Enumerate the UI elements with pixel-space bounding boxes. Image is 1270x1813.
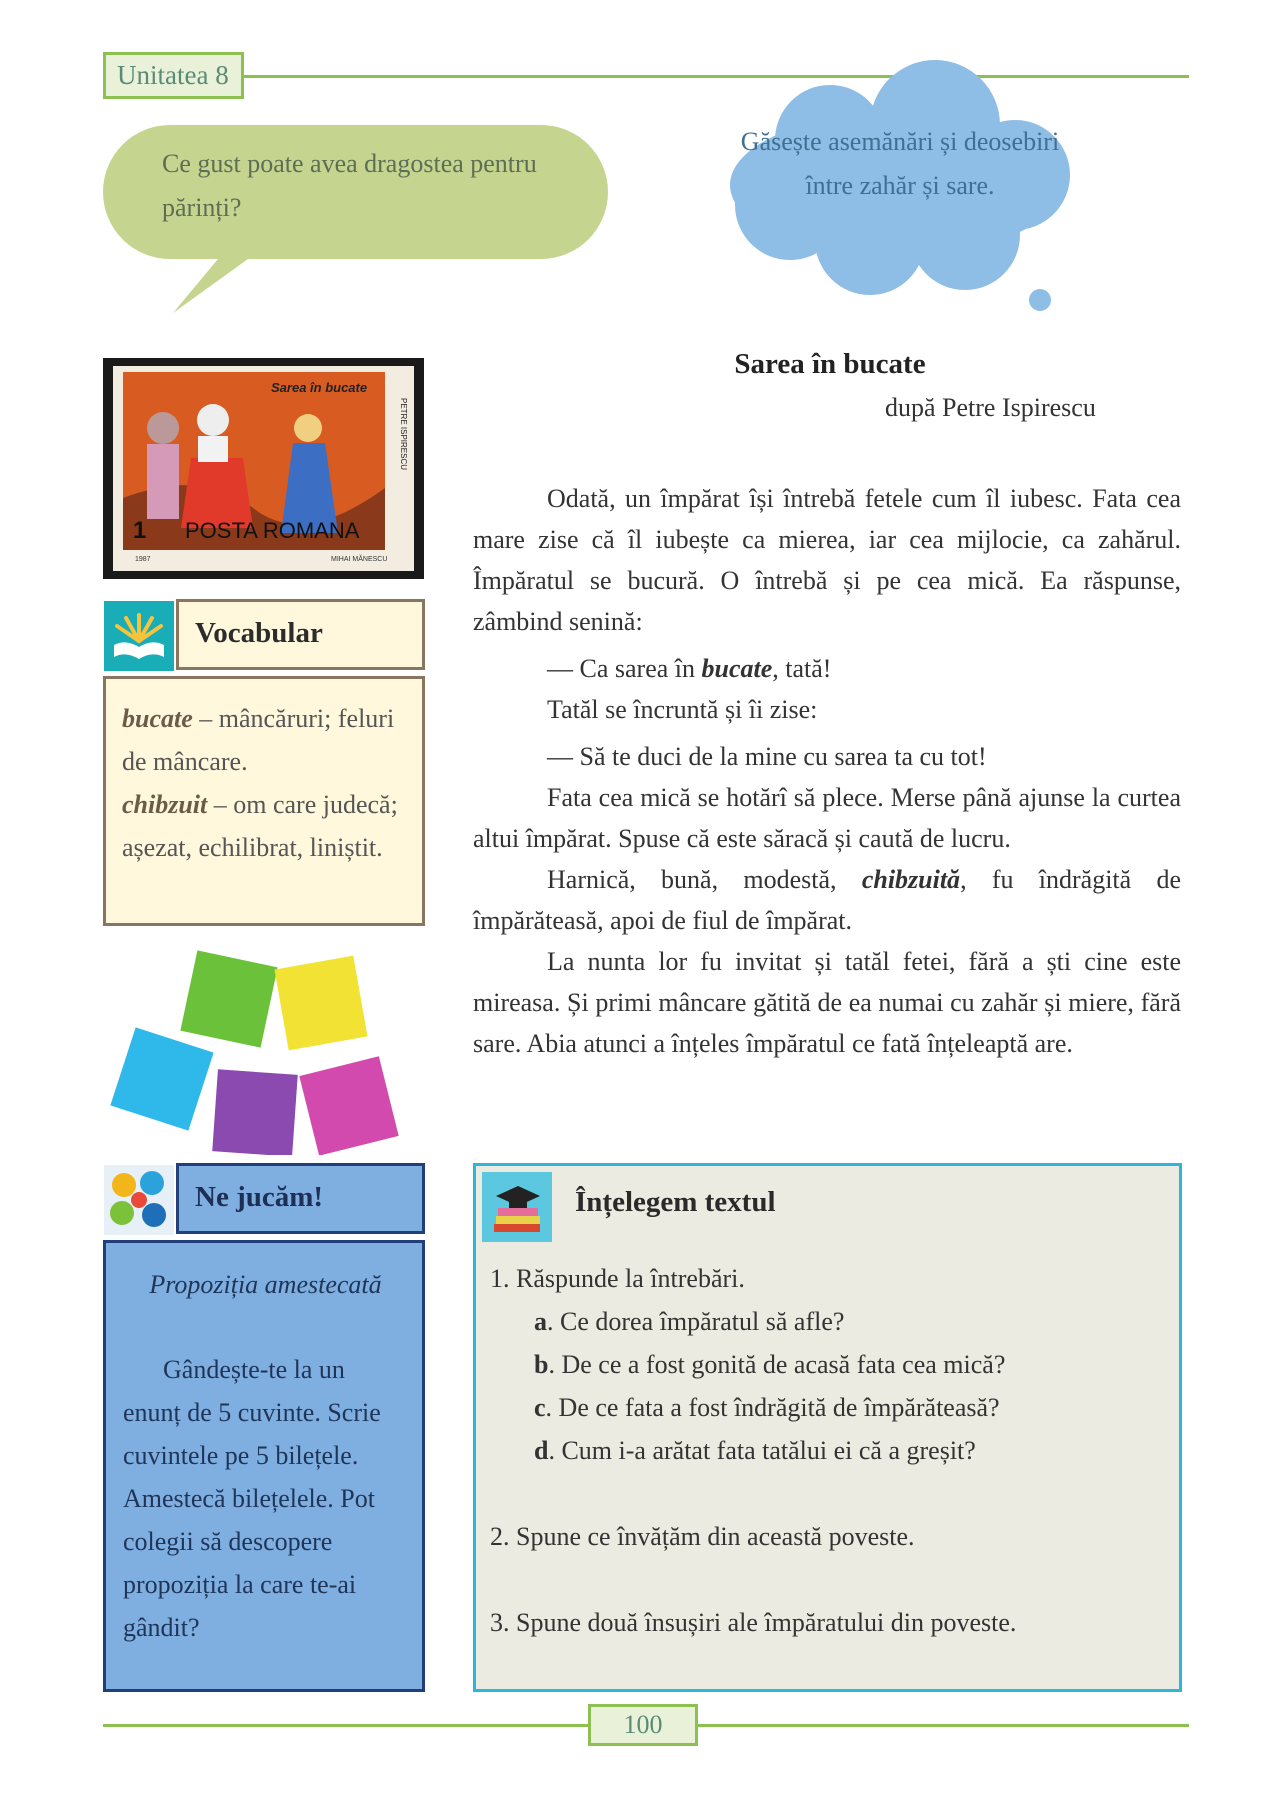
story-dialogue: — Ca sarea în bucate, tată! xyxy=(547,654,832,683)
story-paragraph: La nunta lor fu invitat și tatăl fetei, fără a ști cine este mireasa. Și primi mâncare gătită de ea numai cu zahăr și miere, fără sare. Abia atunci a înțeles împăratul ce fată înțeleaptă are. xyxy=(473,947,1181,1058)
open-book-icon xyxy=(104,601,174,671)
sub-question: c. De ce fata a fost îndrăgită de împărăteasă? xyxy=(534,1393,1000,1422)
speech-bubble-text: Ce gust poate avea dragostea pentru părinți? xyxy=(162,149,537,222)
vocabulary-entry: bucate – mâncăruri; feluri de mâncare. xyxy=(122,704,395,776)
story-author: după Petre Ispirescu xyxy=(885,393,1096,422)
stamp-country: POSTA ROMANA xyxy=(185,518,360,543)
sticky-notes-image xyxy=(103,940,425,1155)
question-1: 1. Răspunde la întrebări. xyxy=(490,1264,745,1293)
sub-question: a. Ce dorea împăratul să afle? xyxy=(534,1307,845,1336)
postage-stamp-image xyxy=(103,358,424,579)
stamp-year: 1987 xyxy=(135,556,151,563)
stamp-author: PETRE ISPIRESCU xyxy=(399,398,408,471)
sub-question: b. De ce a fost gonită de acasă fata cea mică? xyxy=(534,1350,1006,1379)
story-paragraph: Odată, un împărat își întrebă fetele cum îl iubesc. Fata cea mare zise că îl iubește ca mierea, iar cea mijlocie, ca zahărul. Împăratul se bucură. O întrebă și pe cea mică. Ea răspunse, zâmbind senină: xyxy=(473,484,1181,636)
question-2: 2. Spune ce învățăm din această poveste. xyxy=(490,1522,915,1551)
stamp-artist: MIHAI MĂNESCU xyxy=(331,556,388,563)
story-paragraph: Fata cea mică se hotărî să plece. Merse până ajunse la curtea altui împărat. Spuse că este săracă și caută de lucru. xyxy=(473,783,1181,853)
story-text xyxy=(473,478,1181,1064)
game-title: Ne jucăm! xyxy=(176,1163,425,1234)
thought-cloud-text: Găsește asemănări și deosebiri între zahăr și sare. xyxy=(740,127,1060,200)
sub-question: d. Cum i-a arătat fata tatălui ei că a greșit? xyxy=(534,1436,976,1465)
game-subtitle: Propoziția amestecată xyxy=(149,1270,382,1299)
story-paragraph: Harnică, bună, modestă, chibzuită, fu îndrăgită de împărăteasă, apoi de fiul de împărat. xyxy=(473,865,1182,935)
unit-label: Unitatea 8 xyxy=(103,52,244,99)
story-dialogue: — Să te duci de la mine cu sarea ta cu tot! xyxy=(547,742,987,771)
game-box xyxy=(103,1240,425,1692)
game-instructions: Gândește-te la un enunț de 5 cuvinte. Scrie cuvintele pe 5 bilețele. Amestecă bilețelele. Pot colegii să descopere propoziția la care te-ai gândit? xyxy=(123,1355,381,1642)
books-graduation-cap-icon xyxy=(482,1172,552,1242)
page-number: 100 xyxy=(588,1704,698,1746)
vocabulary-title: Vocabular xyxy=(176,599,425,670)
vocabulary-entry: chibzuit – om care judecă; așezat, echilibrat, liniștit. xyxy=(122,790,398,862)
stamp-title: Sarea în bucate xyxy=(271,380,368,395)
colorful-hands-icon xyxy=(104,1165,174,1235)
comprehension-questions xyxy=(490,1257,1170,1644)
stamp-value: 1 xyxy=(133,517,147,544)
question-3: 3. Spune două însușiri ale împăratului din poveste. xyxy=(490,1608,1017,1637)
comprehension-title: Înțelegem textul xyxy=(575,1186,776,1218)
story-paragraph: Tatăl se încruntă și îi zise: xyxy=(547,695,818,724)
vocabulary-box xyxy=(103,676,425,926)
story-title: Sarea în bucate xyxy=(734,348,926,380)
